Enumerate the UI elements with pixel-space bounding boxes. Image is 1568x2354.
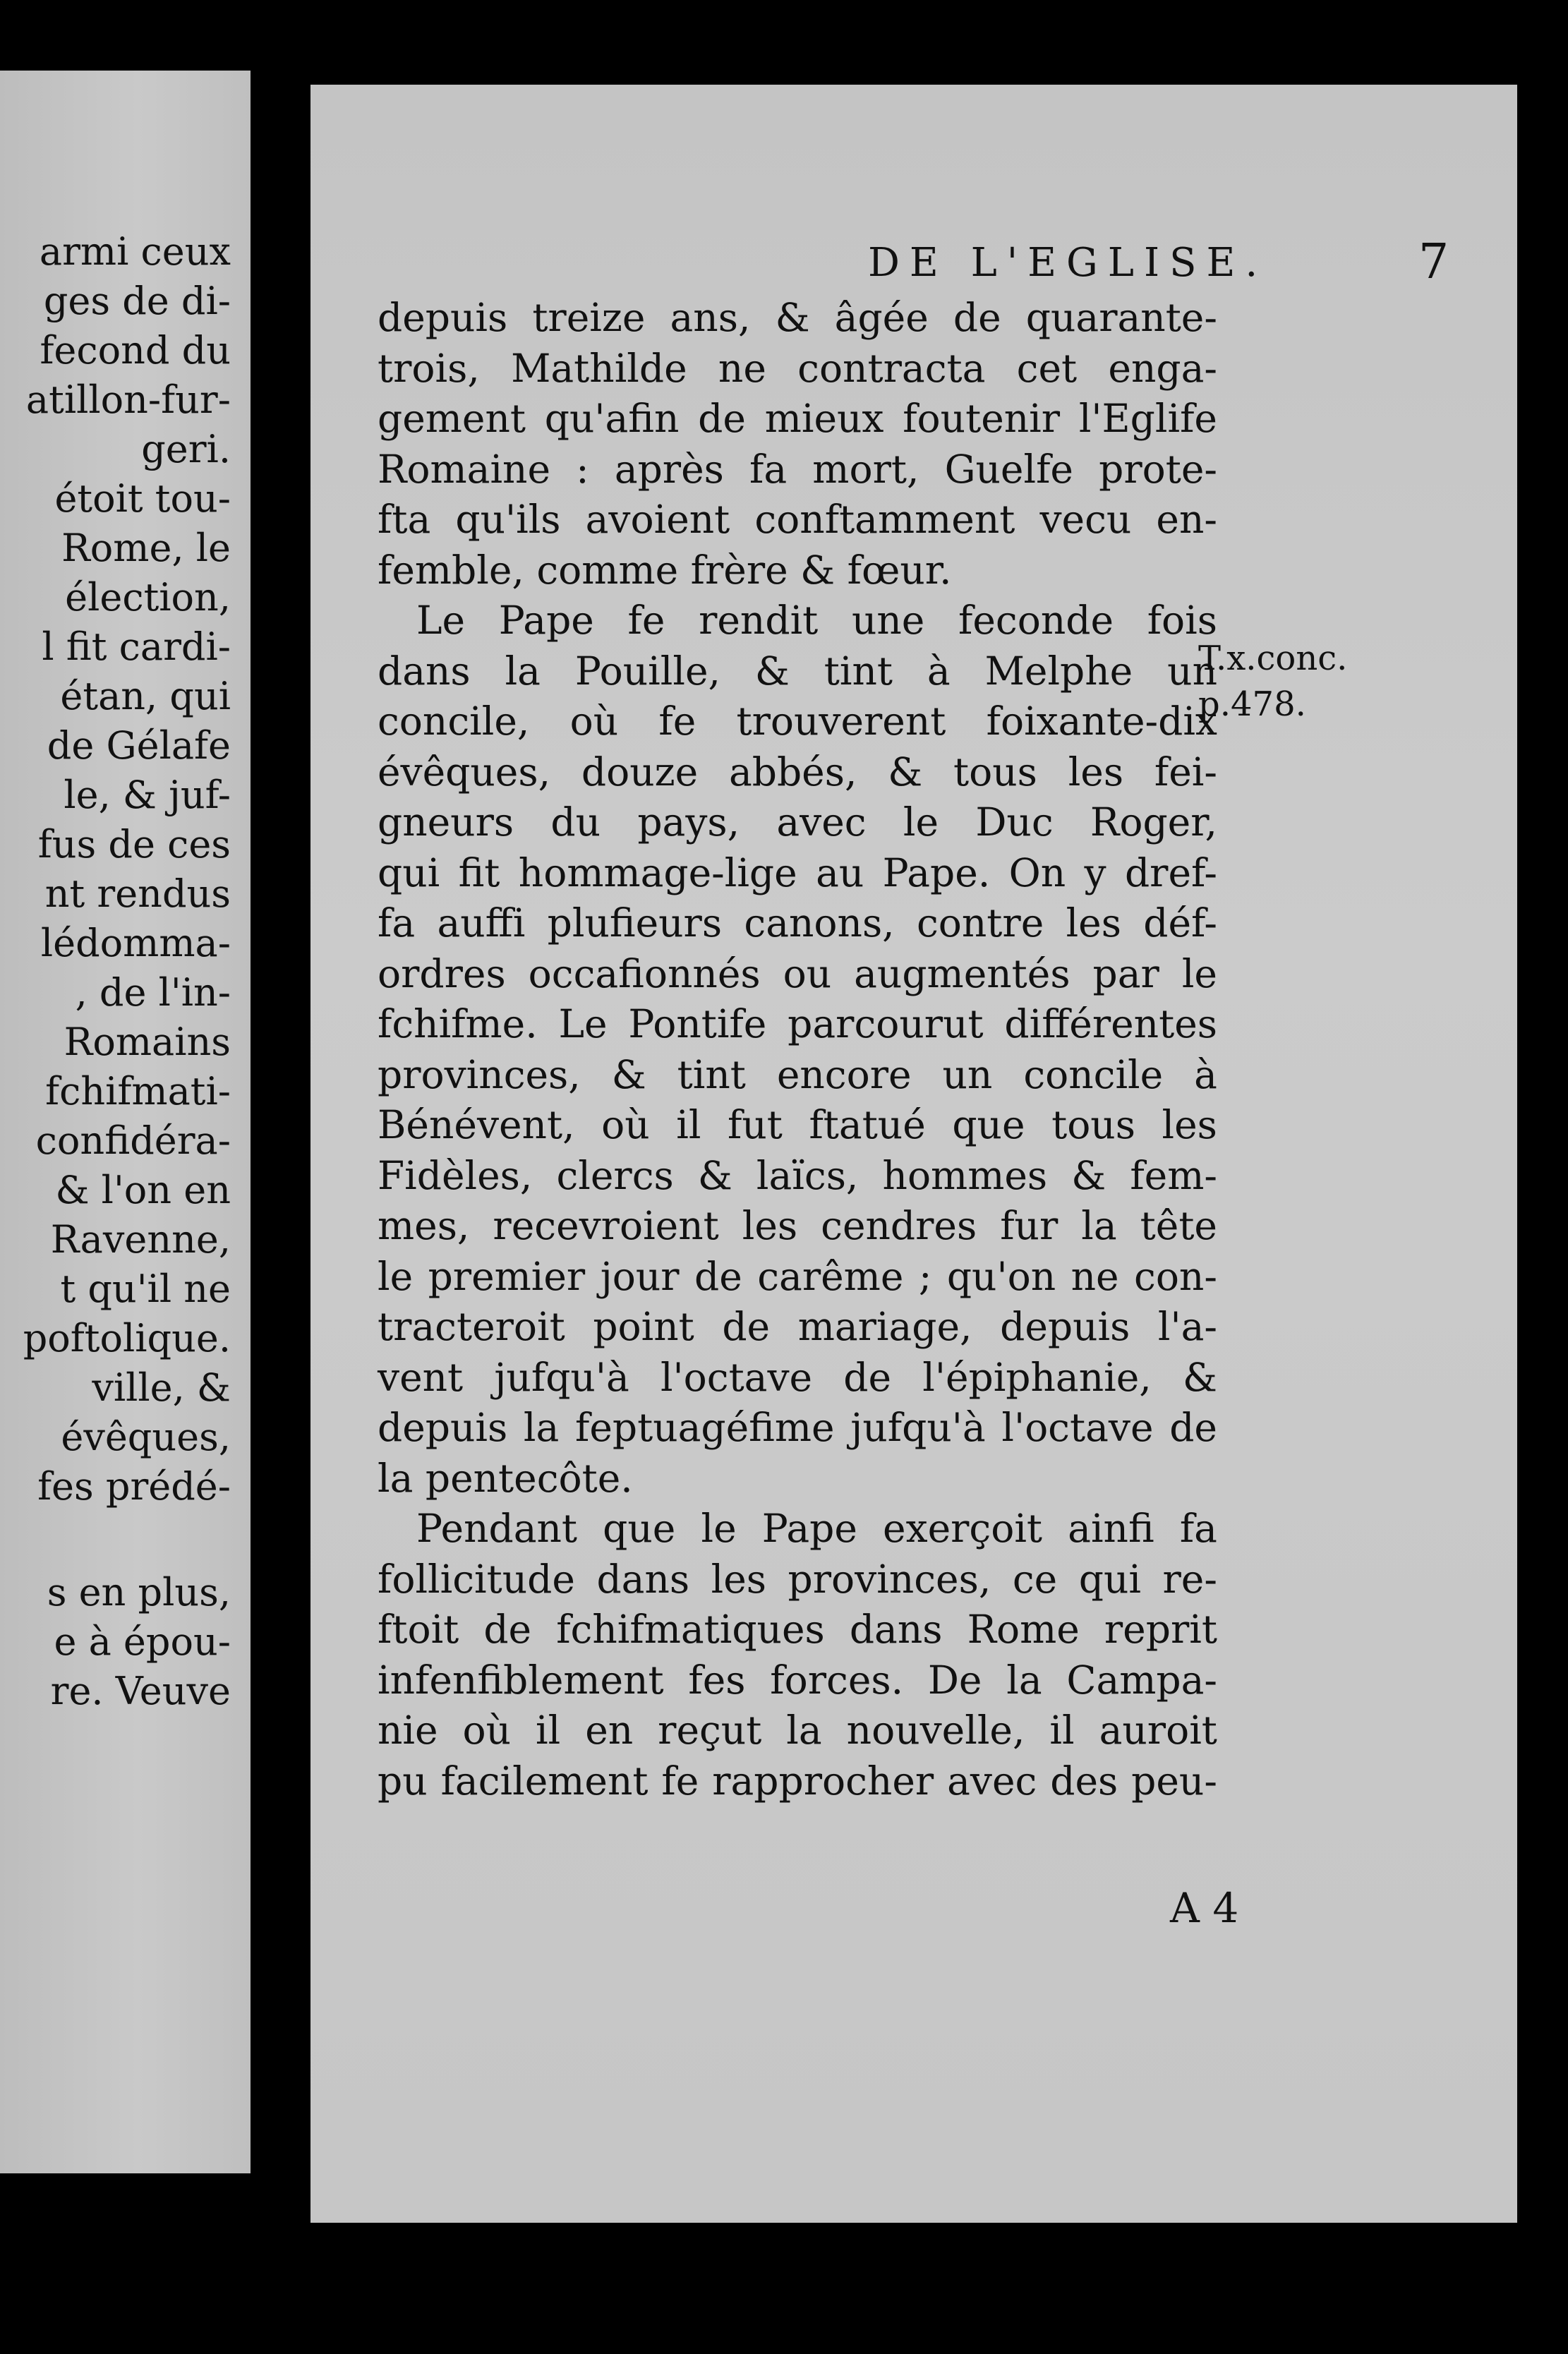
left-page-line: Romains (64, 1020, 231, 1064)
left-page-line: t qu'il ne (60, 1267, 231, 1311)
left-page-line: , de l'in- (75, 970, 231, 1015)
body-line: provinces, & tint encore un concile à (378, 1051, 1217, 1097)
body-line: Pendant que le Pape exerçoit ainfi fa (416, 1506, 1217, 1551)
body-line: ordres occafionnés ou augmentés par le (378, 950, 1217, 996)
body-line: pu facilement fe rapprocher avec des peu- (378, 1758, 1217, 1804)
left-page-line: atillon-fur- (25, 378, 231, 422)
body-line: dans la Pouille, & tint à Melphe un (378, 648, 1217, 694)
left-page-line: fchifmati- (45, 1069, 231, 1113)
body-line: mes, recevroient les cendres fur la tête (378, 1203, 1217, 1248)
body-line: Fidèles, clercs & laïcs, hommes & fem- (378, 1152, 1217, 1198)
body-line: fa auffi plufieurs canons, contre les déf- (378, 900, 1217, 946)
running-title: DE L'EGLISE. (868, 240, 1268, 286)
left-page-line: re. Veuve (50, 1669, 231, 1713)
margin-note-page: p.478. (1198, 684, 1306, 724)
left-page-line: ges de di- (43, 279, 231, 323)
body-line: Le Pape fe rendit une feconde fois (416, 598, 1217, 643)
left-page-line: fus de ces (37, 822, 231, 867)
body-line: trois, Mathilde ne contracta cet enga- (378, 345, 1217, 391)
book-page (310, 85, 1517, 2223)
body-line: nie où il en reçut la nouvelle, il auroit (378, 1708, 1217, 1753)
body-line: ftoit de fchifmatiques dans Rome reprit (378, 1607, 1217, 1652)
left-page-line: étan, qui (60, 674, 231, 718)
previous-page-fragment (0, 71, 251, 2173)
body-line: la pentecôte. (378, 1455, 633, 1501)
body-line: évêques, douze abbés, & tous les fei- (378, 749, 1217, 795)
body-line: fta qu'ils avoient conftamment vecu en- (378, 497, 1217, 542)
left-page-line: de Gélafe (47, 723, 231, 768)
body-line: concile, où fe trouverent foixante-dix (378, 699, 1217, 744)
left-page-line: lédomma- (40, 921, 231, 965)
left-page-line: geri. (141, 427, 231, 471)
body-line: fchifme. Le Pontife parcourut différentes (378, 1001, 1217, 1046)
left-page-line: s en plus, (47, 1570, 231, 1614)
page-number: 7 (1418, 234, 1449, 290)
body-line: gneurs du pays, avec le Duc Roger, (378, 799, 1217, 845)
left-page-line: fes prédé- (37, 1464, 231, 1509)
left-page-line: & l'on en (55, 1168, 231, 1212)
body-line: Bénévent, où il fut ftatué que tous les (378, 1102, 1217, 1147)
left-page-line: Ravenne, (50, 1217, 231, 1262)
margin-note-volume: T.x.conc. (1198, 639, 1348, 678)
body-line: vent jufqu'à l'octave de l'épiphanie, & (378, 1354, 1217, 1400)
signature-mark: A 4 (1170, 1884, 1239, 1932)
left-page-line: poftolique. (23, 1316, 231, 1360)
left-page-line: l fit cardi- (42, 624, 231, 669)
left-page-line: évêques, (61, 1415, 231, 1459)
left-page-line: nt rendus (44, 871, 231, 916)
left-page-line: Rome, le (61, 526, 231, 570)
left-page-line: armi ceux (39, 229, 231, 274)
left-page-line: confidéra- (35, 1118, 231, 1163)
left-page-line: étoit tou- (54, 476, 231, 521)
left-page-line: fecond du (40, 328, 231, 373)
body-line: depuis la feptuagéfime jufqu'à l'octave de (378, 1405, 1217, 1450)
body-line: femble, comme frère & fœur. (378, 547, 952, 593)
left-page-line: e à épou- (54, 1619, 231, 1664)
left-page-line: le, & juf- (64, 773, 231, 817)
body-line: depuis treize ans, & âgée de quarante- (378, 295, 1217, 340)
left-page-line: ville, & (92, 1365, 231, 1410)
running-head (557, 234, 1489, 296)
body-line: infenfiblement fes forces. De la Campa- (378, 1657, 1217, 1703)
body-line: le premier jour de carême ; qu'on ne con- (378, 1253, 1217, 1299)
body-line: tracteroit point de mariage, depuis l'a- (378, 1304, 1217, 1349)
body-line: follicitude dans les provinces, ce qui re- (378, 1556, 1217, 1602)
left-page-line: élection, (65, 575, 231, 620)
body-line: qui fit hommage-lige au Pape. On y dref- (378, 850, 1217, 895)
body-line: Romaine : après fa mort, Guelfe prote- (378, 446, 1217, 492)
body-line: gement qu'afin de mieux foutenir l'Eglife (378, 396, 1217, 441)
